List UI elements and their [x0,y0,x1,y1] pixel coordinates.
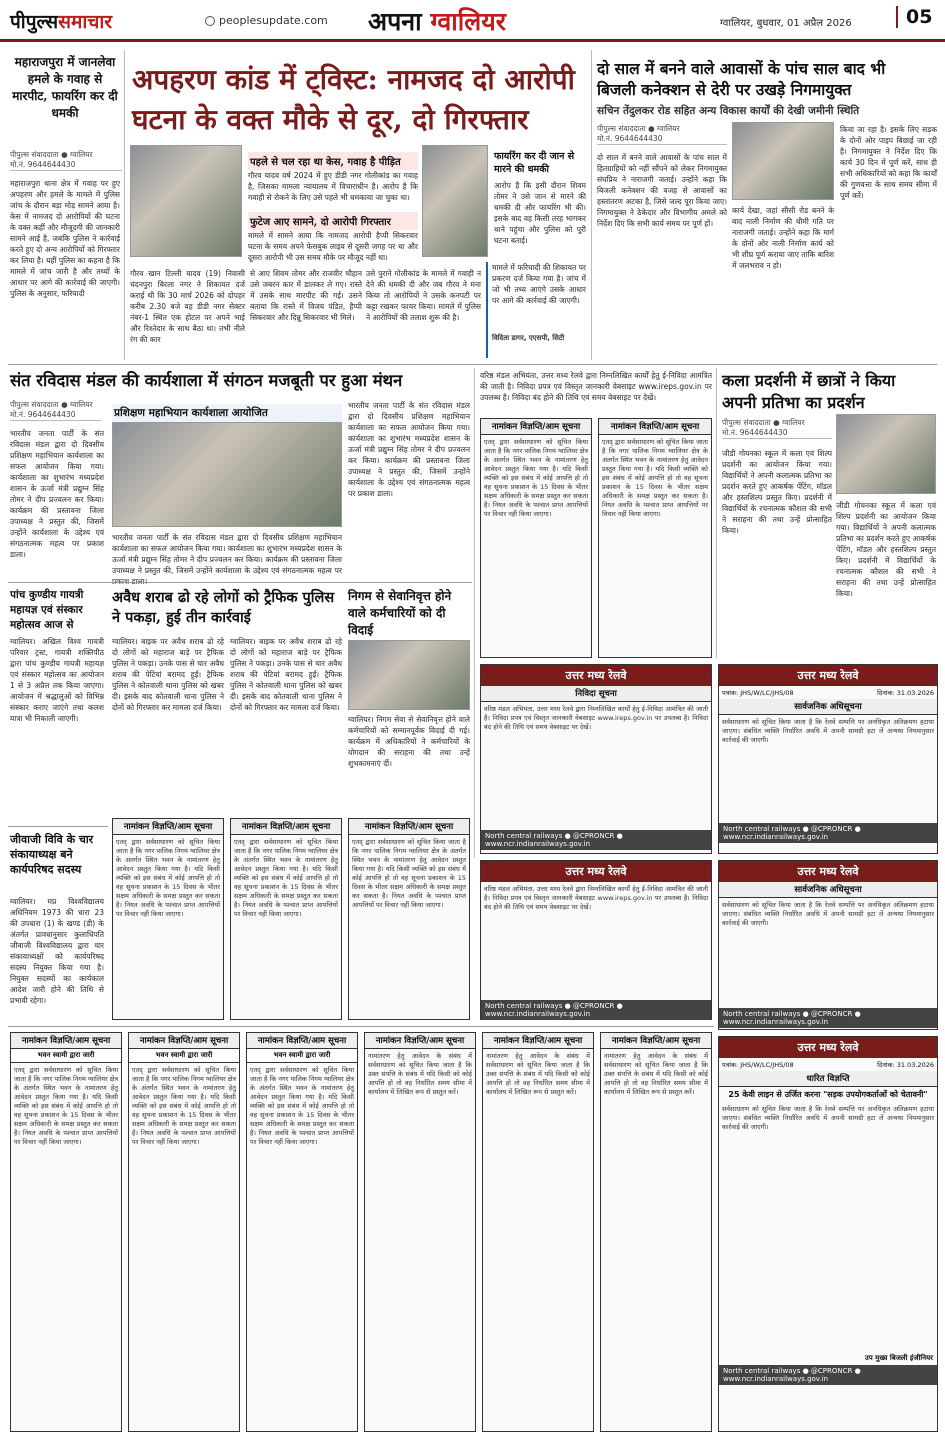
traffic-headline: अवैध शराब ढो रहे लोगों को ट्रैफिक पुलिस ने पकड़ा, हुई तीन कार्रवाई [112,589,335,626]
railway-etender-ad [480,860,712,1020]
column-divider [474,368,475,858]
railway-tender-ad [480,664,712,854]
railway-footer: North central railways ● @CPRONCR ● www.ncr.indianrailways.gov.in [719,1008,937,1028]
notice-title: नामांकन विज्ञप्ति/आम सूचना [129,1033,239,1049]
section-divider [8,364,937,365]
railway-public-title: सार्वजनिक अधिसूचना [719,882,937,898]
lead-photo-2 [422,145,488,257]
lead-box2: मामले में सामने आया कि नामजद आरोपी हैप्पी सिकरवार घटना के समय अपने फेसबुक लाइव से दूसरी जगह पर था और दूसरा आरोपी भी उस समय मौके पर मौजूद नहीं था। [248,231,418,262]
column-divider [716,368,717,658]
lead-quote-officer: विदिता डागर, एएसपी, सिटी [492,334,565,342]
lead-quote-box [486,262,586,358]
lead-quote-text: मामले में फरियादी की शिकायत पर प्रकरण दर्ज किया गया है। जांच में जो भी तथ्य आएंगे उसके आधार पर आगे की कार्रवाई की जाएगी। [492,263,586,305]
ravidas-photo [112,422,342,527]
notice-title: नामांकन विज्ञप्ति/आम सूचना [483,1033,593,1049]
ravidas-body: भारतीय जनता पार्टी के संत रविदास मंडल द्वारा दो दिवसीय प्रशिक्षण महाभियान कार्यशाला का सफल आयोजन किया गया। कार्यशाला का शुभारंभ मध्यप्रदेश शासन के ऊर्जा मंत्री प्रद्युम्न सिंह तोमर ने दीप प्रज्वलन कर किया। कार्यक्रम की प्रस्तावना जिला उपाध्यक्ष ने प्रस्तुत की, जिसमें उन्होंने कार्यशाला के उद्देश्य एवं संगठनात्मक महत्व पर प्रकाश डाला। [10,429,104,559]
railway-tender-title: निविदा सूचना [481,686,711,702]
lead-sub3: फायरिंग कर दी जान से मारने की धमकी [494,151,575,175]
lead-body-col4: उसे पुराने गोलीकांड के मामले में गवाही न देने की धमकी दी और जब गौरव ने मना किया तो आरोपियों ने उसके कनपटी पर कट्टा रखकर फायर किया। मामले में पुलिस ने आरोपियों की तलाश शुरू की है। [366,269,481,322]
nominee-notice-center-2 [598,418,712,658]
nominee-notice-bottom-2 [128,1032,240,1432]
nominee-notice-bottom-4 [364,1032,476,1432]
section-divider [8,826,108,827]
ravidas-headline: संत रविदास मंडल की कार्यशाला में संगठन मजबूती पर हुआ मंथन [10,371,403,390]
kala-headline [722,370,938,414]
ravidas-sub: प्रशिक्षण महाभियान कार्यशाला आयोजित [112,404,342,422]
lead-mobile: मो.नं. 9644644430 [10,160,76,169]
notice-body: एतद् द्वारा सर्वसाधारण को सूचित किया जाता है कि नगर पालिक निगम ग्वालियर क्षेत्र के अंतर्गत स्थित भवन के नामांतरण हेतु आवेदन प्रस्तुत किया गया है। यदि किसी व्यक्ति को इस संबंध में कोई आपत्ति हो तो वह सूचना प्रकाशन के 15 दिवस के भीतर सक्षम अधिकारी के समक्ष प्रस्तुत कर सकता है। नियत अवधि के पश्चात प्राप्त आपत्तियों पर विचार नहीं किया जाएगा। [234,838,338,918]
section-prefix: अपना [368,7,422,36]
notice-title: नामांकन विज्ञप्ति/आम सूचना [601,1033,711,1049]
notice-body: नामांतरण हेतु आवेदन के संबंध में सर्वसाधारण को सूचित किया जाता है कि उक्त संपत्ति के संबंध में यदि किसी को कोई आपत्ति हो तो वह निर्धारित समय सीमा में कार्यालय में लिखित रूप से प्रस्तुत करें। [604,1052,708,1096]
notice-title: नामांकन विज्ञप्ति/आम सूचना [599,419,711,435]
railway-tender-body: वरिष्ठ मंडल अभियंता, उत्तर मध्य रेलवे द्वारा निम्नलिखित कार्यों हेतु ई-निविदा आमंत्रित की जाती है। निविदा प्रपत्र एवं विस्तृत जानकारी वेबसाइट www.ireps.gov.in पर उपलब्ध है। निविदा बंद होने की तिथि एवं समय वेबसाइट पर देखें। [484,705,708,731]
nominee-notice-bottom-3 [246,1032,358,1432]
railway-tender-header: उत्तर मध्य रेलवे [481,665,711,686]
notice-body: एतद् द्वारा सर्वसाधारण को सूचित किया जाता है कि नगर पालिक निगम ग्वालियर क्षेत्र के अंतर्गत स्थित भवन के नामांतरण हेतु आवेदन प्रस्तुत किया गया है। यदि किसी व्यक्ति को इस संबंध में कोई आपत्ति हो तो वह सूचना प्रकाशन के 15 दिवस के भीतर सक्षम अधिकारी के समक्ष प्रस्तुत कर सकता है। नियत अवधि के पश्चात प्राप्त आपत्तियों पर विचार नहीं किया जाएगा। [14,1066,118,1146]
railway-public-notice-2 [718,860,938,1030]
ravidas-mobile: मो.नं. 9644644430 [10,410,76,419]
railway-footer: North central railways ● @CPRONCR ● www.ncr.indianrailways.gov.in [481,830,711,850]
nominee-notice-bottom-6 [600,1032,712,1432]
notice-body: नामांतरण हेतु आवेदन के संबंध में सर्वसाधारण को सूचित किया जाता है कि उक्त संपत्ति के संबंध में यदि किसी को कोई आपत्ति हो तो वह निर्धारित समय सीमा में कार्यालय में लिखित रूप से प्रस्तुत करें। [486,1052,590,1096]
railway-footer: North central railways ● @CPRONCR ● www.ncr.indianrailways.gov.in [719,823,937,843]
kala-body-col1: जीडी गोयनका स्कूल में कला एवं शिल्प प्रदर्शनी का आयोजन किया गया। विद्यार्थियों ने अपनी कलात्मक प्रतिभा का प्रदर्शन करते हुए आकर्षक पेंटिंग, मॉडल और हस्तशिल्प प्रस्तुत किए। प्रदर्शनी में विद्यार्थियों के रचनात्मक कौशल की सभी ने सराहना की तथा उन्हें प्रोत्साहित किया। [722,449,832,535]
sidebar-headline: महाराजपुरा में जानलेवा हमले के गवाह से मारपीट, फायरिंग कर दी धमकी [12,55,118,120]
railway-public-meta [719,686,937,699]
globe-icon [205,16,215,26]
kala-photo [836,414,936,494]
electric-headline [597,58,937,100]
electric-byline [597,124,727,145]
notice-title: नामांकन विज्ञप्ति/आम सूचना [113,819,223,835]
notice-body: एतद् द्वारा सर्वसाधारण को सूचित किया जाता है कि नगर पालिक निगम ग्वालियर क्षेत्र के अंतर्गत स्थित भवन के नामांतरण हेतु आवेदन प्रस्तुत किया गया है। यदि किसी व्यक्ति को इस संबंध में कोई आपत्ति हो तो वह सूचना प्रकाशन के 15 दिवस के भीतर सक्षम अधिकारी के समक्ष प्रस्तुत कर सकता है। नियत अवधि के पश्चात प्राप्त आपत्तियों पर विचार नहीं किया जाएगा। [250,1066,354,1146]
kala-headline-line2: अपनी प्रतिभा का प्रदर्शन [722,393,865,412]
railway-warning-title: धारित विज्ञप्ति [719,1071,937,1087]
electric-headline-line2: बिजली कनेक्शन से देरी पर उखड़े निगमायुक्त [597,80,852,99]
railway-warning-signatory: उप मुख्य बिजली इंजीनियर [864,1354,933,1362]
section-city: ग्वालियर [430,7,506,36]
railway-public-no: पत्रांक: JHS/W/LC/JHS/08 [722,689,794,697]
notice-title: नामांकन विज्ञप्ति/आम सूचना [365,1033,475,1049]
lead-sub1: पहले से चल रहा था केस, गवाह है पीड़ित [248,152,418,170]
railway-etender-header: उत्तर मध्य रेलवे [481,861,711,882]
notice-body: एतद् द्वारा सर्वसाधारण को सूचित किया जाता है कि नगर पालिक निगम ग्वालियर क्षेत्र के अंतर्गत स्थित भवन के नामांतरण हेतु आवेदन प्रस्तुत किया गया है। यदि किसी व्यक्ति को इस संबंध में कोई आपत्ति हो तो वह सूचना प्रकाशन के 15 दिवस के भीतर सक्षम अधिकारी के समक्ष प्रस्तुत कर सकता है। नियत अवधि के पश्चात प्राप्त आपत्तियों पर विचार नहीं किया जाएगा। [484,438,588,518]
lead-headline-line1: अपहरण कांड में ट्विस्ट: नामजद दो आरोपी [132,63,575,96]
railway-public-notice [718,664,938,854]
notice-body: एतद् द्वारा सर्वसाधारण को सूचित किया जाता है कि नगर पालिक निगम ग्वालियर क्षेत्र के अंतर्गत स्थित भवन के नामांतरण हेतु आवेदन प्रस्तुत किया गया है। यदि किसी व्यक्ति को इस संबंध में कोई आपत्ति हो तो वह सूचना प्रकाशन के 15 दिवस के भीतर सक्षम अधिकारी के समक्ष प्रस्तुत कर सकता है। नियत अवधि के पश्चात प्राप्त आपत्तियों पर विचार नहीं किया जाएगा। [116,838,220,918]
notice-title: नामांकन विज्ञप्ति/आम सूचना [481,419,591,435]
electric-mobile: मो.नं. 9644644430 [597,134,663,143]
lead-body-col2: गौरव खान टिल्ली यादव (19) निवासी चंदनपुरा बिरला नगर ने शिकायत दर्ज कराई थी कि 30 मार्च 2026 को दोपहर करीब 2.30 बजे वह डीडी नगर सेक्टर नंबर-1 स्थित एक होटल पर अपने भाई और रिश्तेदार के साथ बैठा था। तभी नीले रंग की कार [130,269,245,344]
railway-warning-no: पत्रांक: JHS/W/LC/JHS/08 [722,1061,794,1069]
notice-subtitle: भवन स्वामी द्वारा जारी [11,1049,121,1063]
notice-body: नामांतरण हेतु आवेदन के संबंध में सर्वसाधारण को सूचित किया जाता है कि उक्त संपत्ति के संबंध में यदि किसी को कोई आपत्ति हो तो वह निर्धारित समय सीमा में कार्यालय में लिखित रूप से प्रस्तुत करें। [368,1052,472,1096]
railway-footer: North central railways ● @CPRONCR ● www.ncr.indianrailways.gov.in [719,1365,937,1385]
notice-body: एतद् द्वारा सर्वसाधारण को सूचित किया जाता है कि नगर पालिक निगम ग्वालियर क्षेत्र के अंतर्गत स्थित भवन के नामांतरण हेतु आवेदन प्रस्तुत किया गया है। यदि किसी व्यक्ति को इस संबंध में कोई आपत्ति हो तो वह सूचना प्रकाशन के 15 दिवस के भीतर सक्षम अधिकारी के समक्ष प्रस्तुत कर सकता है। नियत अवधि के पश्चात प्राप्त आपत्तियों पर विचार नहीं किया जाएगा। [602,438,708,518]
nigam-photo [348,640,470,710]
railway-warning-meta [719,1058,937,1071]
gayatri-headline: पांच कुण्डीय गायत्री महायज्ञ एवं संस्कार महोत्सव आज से [10,589,84,631]
railway-warning-date: दिनांक: 31.03.2026 [877,1061,934,1069]
nominee-notice-bottom-5 [482,1032,594,1432]
railway-footer: North central railways ● @CPRONCR ● www.ncr.indianrailways.gov.in [481,1000,711,1020]
nigam-headline: निगम से सेवानिवृत्त होने वाले कर्मचारियों को दी विदाई [348,589,452,637]
electric-body-col1: दो साल में बनने वाले आवासों के पांच साल में हितग्राहियों को नहीं सौंपने को लेकर निगमायुक्त संघप्रिय ने नाराजगी जताई। उन्होंने कहा कि बिजली कनेक्शन की वजह से आवासों का हस्तांतरण अटका है, जिसे जल्द पूरा किया जाए। निगमायुक्त ने ठेकेदार और विभागीय अमले को निर्देश दिए कि सभी कार्य समय पर पूर्ण हों। [597,153,727,228]
section-divider [8,1026,714,1027]
railway-public-body: सर्वसाधारण को सूचित किया जाता है कि रेलवे सम्पत्ति पर अनधिकृत अतिक्रमण हटाया जाएगा। संबंधित व्यक्ति निर्धारित अवधि में अपनी सामग्री हटा लें अन्यथा नियमानुसार कार्रवाई की जाएगी। [722,901,934,927]
electric-body-col2: कार्य देखा, जहां सीसी रोड बनने के बाद नाली निर्माण की धीमी गति पर नाराजगी जताई। उन्होंने कहा कि मार्ग के दोनों ओर नाली निर्माण कार्य को भी शीघ्र पूर्ण कराया जाए ताकि बारिश में जलभराव न हो। [732,206,834,270]
electric-headline-line1: दो साल में बनने वाले आवासों के पांच साल बाद भी [597,59,886,78]
lead-byline-text: पीपुल्स संवाददाता ● ग्वालियर [10,150,93,159]
electric-photo [732,122,834,200]
nominee-notice-center-1 [480,418,592,658]
column-divider [591,50,592,360]
jiwaji-headline: जीवाजी विवि के चार संकायाध्यक्ष बने कार्यपरिषद सदस्य [10,833,94,876]
ravidas-body-3: भारतीय जनता पार्टी के संत रविदास मंडल द्वारा दो दिवसीय प्रशिक्षण महाभियान कार्यशाला का सफल आयोजन किया गया। कार्यशाला का शुभारंभ मध्यप्रदेश शासन के ऊर्जा मंत्री प्रद्युम्न सिंह तोमर ने दीप प्रज्वलन कर किया। कार्यक्रम की प्रस्तावना जिला उपाध्यक्ष ने प्रस्तुत की, जिसमें उन्होंने कार्यशाला के उद्देश्य एवं संगठनात्मक महत्व पर प्रकाश डाला। [348,401,470,498]
lead-body-col3: से आए शिवम तोमर और राजवीर चौहान उसे जबरन कार में डालकर ले गए। रास्ते में उसके साथ मारपीट की गई। उसने बताया कि रास्ते में विजय पंडित, हैप्पी सिकरवार और दिन्नू सिकरवार भी मिले। [250,269,362,322]
notice-body: एतद् द्वारा सर्वसाधारण को सूचित किया जाता है कि नगर पालिक निगम ग्वालियर क्षेत्र के अंतर्गत स्थित भवन के नामांतरण हेतु आवेदन प्रस्तुत किया गया है। यदि किसी व्यक्ति को इस संबंध में कोई आपत्ति हो तो वह सूचना प्रकाशन के 15 दिवस के भीतर सक्षम अधिकारी के समक्ष प्रस्तुत कर सकता है। नियत अवधि के पश्चात प्राप्त आपत्तियों पर विचार नहीं किया जाएगा। [132,1066,236,1146]
lead-headline-line2: घटना के वक्त मौके से दूर, दो गिरफ्तार [132,103,529,136]
railway-public-title: सार्वजनिक अधिसूचना [719,699,937,715]
traffic-body-col1: ग्वालियर। बाइक पर अवैध शराब ढो रहे दो लोगों को महाराज बाड़े पर ट्रैफिक पुलिस ने पकड़ा। उनके पास से चार अवैध शराब की पेटियां बरामद हुईं। ट्रैफिक पुलिस ने कोतवाली थाना पुलिस को खबर दी। इसके बाद कोतवाली थाना पुलिस ने दोनों को गिरफ्तार कर मामला दर्ज किया। [112,637,224,712]
page-number: 05 [896,6,932,28]
lead-photo [130,145,242,257]
notice-title: नामांकन विज्ञप्ति/आम सूचना [11,1033,121,1049]
gayatri-body: ग्वालियर। अखिल विश्व गायत्री परिवार ट्रस्ट, गायत्री शक्तिपीठ द्वारा पांच कुण्डीय गायत्री महायज्ञ एवं संस्कार महोत्सव का आयोजन 1 से 3 अप्रैल तक किया जाएगा। आयोजन में श्रद्धालुओं को विभिन्न संस्कार कराए जाएंगे तथा कलश यात्रा भी निकाली जाएगी। [10,637,104,723]
masthead [0,0,945,42]
ravidas-byline [10,400,102,421]
kala-byline [722,418,832,439]
lead-byline [10,150,122,171]
section-divider [8,582,472,583]
railway-public-body: सर्वसाधारण को सूचित किया जाता है कि रेलवे सम्पत्ति पर अनधिकृत अतिक्रमण हटाया जाएगा। संबंधित व्यक्ति निर्धारित अवधि में अपनी सामग्री हटा लें अन्यथा नियमानुसार कार्रवाई की जाएगी। [722,718,934,744]
nominee-notice-mid-1 [112,818,224,1020]
traffic-body-col2: ग्वालियर। बाइक पर अवैध शराब ढो रहे दो लोगों को महाराज बाड़े पर ट्रैफिक पुलिस ने पकड़ा। उनके पास से चार अवैध शराब की पेटियां बरामद हुईं। ट्रैफिक पुलिस ने कोतवाली थाना पुलिस को खबर दी। इसके बाद कोतवाली थाना पुलिस ने दोनों को गिरफ्तार कर मामला दर्ज किया। [230,637,342,712]
electric-body-col3: किया जा रहा है। इसके लिए सड़क के दोनों ओर पाइप बिछाई जा रही है। निगमायुक्त ने निर्देश दिए कि कार्य 30 दिन में पूर्ण करें, साथ ही सभी अधिकारियों को कहा कि कार्यों की गुणवत्ता के साथ समय सीमा में पूर्ण करें। [840,125,937,200]
ravidas-byline-text: पीपुल्स संवाददाता ● ग्वालियर [10,400,93,409]
edition-date: ग्वालियर, बुधवार, 01 अप्रैल 2026 [720,18,852,29]
electric-byline-text: पीपुल्स संवाददाता ● ग्वालियर [597,124,680,133]
electric-subhead: सचिन तेंदुलकर रोड सहित अन्य विकास कार्यों की देखी जमीनी स्थिति [597,105,860,117]
nigam-body: ग्वालियर। निगम सेवा से सेवानिवृत्त होने वाले कर्मचारियों को सम्मानपूर्वक विदाई दी गई। कार्यक्रम में अधिकारियों ने कर्मचारियों के योगदान की सराहना की तथा उन्हें शुभकामनाएं दीं। [348,715,470,768]
notice-subtitle: भवन स्वामी द्वारा जारी [129,1049,239,1063]
section-title [368,4,506,38]
kala-byline-text: पीपुल्स संवाददाता ● ग्वालियर [722,418,805,427]
railway-public-header: उत्तर मध्य रेलवे [719,861,937,882]
kala-mobile: मो.नं. 9644644430 [722,428,788,437]
lead-sub2: फुटेज आए सामने, दो आरोपी गिरफ्तार [248,212,418,230]
logo-accent: समाचार [58,11,113,33]
masthead-logo [10,8,112,34]
column-divider [124,50,125,360]
ravidas-body-2: भारतीय जनता पार्टी के संत रविदास मंडल द्वारा दो दिवसीय प्रशिक्षण महाभियान कार्यशाला का सफल आयोजन किया गया। कार्यशाला का शुभारंभ मध्यप्रदेश शासन के ऊर्जा मंत्री प्रद्युम्न सिंह तोमर ने दीप प्रज्वलन कर किया। कार्यक्रम की प्रस्तावना जिला उपाध्यक्ष ने प्रस्तुत की, जिसमें उन्होंने कार्यशाला के उद्देश्य एवं संगठनात्मक महत्व पर [112,533,342,575]
railway-etender-body: वरिष्ठ मंडल अभियंता, उत्तर मध्य रेलवे द्वारा निम्नलिखित कार्यों हेतु ई-निविदा आमंत्रित की जाती है। निविदा प्रपत्र एवं विस्तृत जानकारी वेबसाइट www.ireps.gov.in पर उपलब्ध है। निविदा बंद होने की तिथि एवं समय वेबसाइट पर देखें। [484,885,708,911]
rail-center-intro: वरिष्ठ मंडल अभियंता, उत्तर मध्य रेलवे द्वारा निम्नलिखित कार्यों हेतु ई-निविदा आमंत्रित की जाती है। निविदा प्रपत्र एवं विस्तृत जानकारी वेबसाइट www.ireps.gov.in पर उपलब्ध है। निविदा बंद होने की तिथि एवं समय वेबसाइट पर देखें। [480,371,712,402]
logo-main: पीपुल्स [10,11,59,33]
lead-box3: आरोप है कि इसी दौरान शिवम तोमर ने उसे जान से मारने की धमकी दी और फायरिंग भी की। इसके बाद वह किसी तरह भागकर थाने पहुंचा और पुलिस को पूरी घटना बताई। [494,181,586,245]
nominee-notice-mid-2 [230,818,342,1020]
railway-warning-ad [718,1036,938,1432]
jiwaji-body: ग्वालियर। मप्र विश्वविद्यालय अधिनियम 1973 की धारा 23 की उपधारा (1) के खण्ड (डी) के अंतर्गत प्रावधानुसार कुलाधिपति जीवाजी विश्वविद्यालय द्वारा चार संकायाध्यक्षों को कार्यपरिषद सदस्य नियुक्त किया गया है। नियुक्त सदस्यों का कार्यकाल आदेश जारी होने की तिथि से प्रभावी रहेगा। [10,897,104,1005]
notice-subtitle: भवन स्वामी द्वारा जारी [247,1049,357,1063]
kala-body-col2: जीडी गोयनका स्कूल में कला एवं शिल्प प्रदर्शनी का आयोजन किया गया। विद्यार्थियों ने अपनी कलात्मक प्रतिभा का प्रदर्शन करते हुए आकर्षक पेंटिंग, मॉडल और हस्तशिल्प प्रस्तुत किए। प्रदर्शनी में विद्यार्थियों के रचनात्मक कौशल की सभी ने सराहना की तथा उन्हें प्रोत्साहित किया। [836,501,936,598]
lead-headline [132,60,582,140]
kala-headline-line1: कला प्रदर्शनी में छात्रों ने किया [722,371,896,390]
lead-body-col1: महाराजपुरा थाना क्षेत्र में गवाह पर हुए अपहरण और हमले के मामले में पुलिस जांच के दौरान बड़ा मोड़ सामने आया है। केस में नामजद दो आरोपियों की घटना के वक्त कहीं और मौजूदगी की जानकारी सामने आई है, जबकि पुलिस ने कार्रवाई करते हुए दो अन्य आरोपियों को गिरफ्तार कर लिया है। यहीं पुलिस का कहना है कि मामले में जांच जारी है और तथ्यों के आधार पर आगे की कार्रवाई की जाएगी। पुलिस के अनुसार, फरियादी [10,179,120,298]
railway-public-date: दिनांक: 31.03.2026 [877,689,934,697]
railway-warning-body: सर्वसाधारण को सूचित किया जाता है कि रेलवे सम्पत्ति पर अनधिकृत अतिक्रमण हटाया जाएगा। संबंधित व्यक्ति निर्धारित अवधि में अपनी सामग्री हटा लें अन्यथा नियमानुसार कार्रवाई की जाएगी। [722,1105,934,1131]
notice-title: नामांकन विज्ञप्ति/आम सूचना [349,819,469,835]
lead-box1: गौरव यादव वर्ष 2024 में हुए डीडी नगर गोलीकांड का गवाह है, जिसका मामला न्यायालय में विचाराधीन है। आरोप है कि गवाही से रोकने के लिए उसे पहले भी धमकाया जा चुका था। [248,171,418,202]
railway-warning-header: उत्तर मध्य रेलवे [719,1037,937,1058]
website: peoplesupdate.com [219,14,328,27]
notice-title: नामांकन विज्ञप्ति/आम सूचना [231,819,341,835]
railway-warning-subtitle: 25 केवी लाइन से उर्जित करना "सड़क उपयोगकर्ताओं को चेतावनी" [728,1090,928,1099]
notice-body: एतद् द्वारा सर्वसाधारण को सूचित किया जाता है कि नगर पालिक निगम ग्वालियर क्षेत्र के अंतर्गत स्थित भवन के नामांतरण हेतु आवेदन प्रस्तुत किया गया है। यदि किसी व्यक्ति को इस संबंध में कोई आपत्ति हो तो वह सूचना प्रकाशन के 15 दिवस के भीतर सक्षम अधिकारी के समक्ष प्रस्तुत कर सकता है। नियत अवधि के पश्चात प्राप्त आपत्तियों पर विचार नहीं किया जाएगा। [352,838,466,909]
railway-public-header: उत्तर मध्य रेलवे [719,665,937,686]
nominee-notice-bottom-1 [10,1032,122,1432]
nominee-notice-mid-3 [348,818,470,1020]
notice-title: नामांकन विज्ञप्ति/आम सूचना [247,1033,357,1049]
